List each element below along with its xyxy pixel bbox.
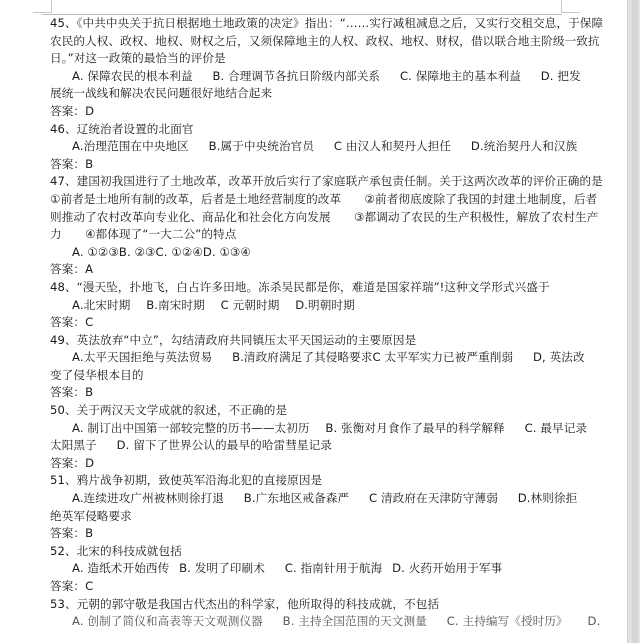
question-45	[50, 15, 604, 121]
question-52	[50, 543, 572, 596]
option-d: D.林则徐拒	[517, 491, 578, 506]
options-row	[50, 138, 578, 156]
options-row	[50, 490, 578, 508]
option-continuation: 展统一战线和解决农民问题很好地结合起来	[50, 86, 273, 101]
question-stem-line: 49、英法放弃“中立”，勾结清政府共同镇压太平天国运动的主要原因是	[50, 332, 417, 347]
answer-line: 答案：D	[50, 103, 95, 118]
answer-line: 答案：D	[50, 455, 95, 470]
answer-line: 答案：A	[50, 262, 94, 277]
option-b: B. ②③	[118, 244, 156, 259]
question-stem-line: 农民的人权、政权、地权、财权之后，又须保障地主的人权、政权、地权、财权，借以联合地主阶级一致抗	[50, 33, 600, 48]
question-stem-line: ①前者是土地所有制的改革，后者是土地经营制度的改革 ②前者彻底废除了我国的封建土地制度，后者	[50, 191, 598, 206]
option-d: D.统治契丹人和汉族	[470, 139, 578, 154]
option-c: C 太平军实力已被严重削弱	[372, 350, 514, 365]
option-d: D. 留下了世界公认的最早的哈雷彗星记录	[116, 438, 332, 453]
margin-corner-mark-left	[33, 0, 52, 13]
answer-line: 答案：B	[50, 526, 94, 541]
options-row	[50, 613, 601, 631]
options-row	[50, 244, 572, 262]
option-c: C 清政府在天津防守薄弱	[368, 491, 498, 506]
option-c: C. 指南针用于航海	[284, 561, 383, 576]
option-d: D. 火药开始用于军事	[392, 561, 503, 576]
option-a: A.太平天国拒绝与英法贸易	[72, 350, 213, 365]
option-b: B.广东地区戒备森严	[243, 491, 350, 506]
answer-line: 答案：B	[50, 385, 94, 400]
question-47	[50, 173, 603, 279]
option-continuation: 绝英军侵略要求	[50, 508, 132, 523]
option-a: A. 制订出中国第一部较完整的历书——太初历	[72, 420, 310, 435]
option-c: C 由汉人和契丹人担任	[333, 139, 452, 154]
option-d: D.	[587, 614, 601, 629]
question-stem-line: 50、关于两汉天文学成就的叙述，不正确的是	[50, 403, 288, 418]
option-a: A. ①②③	[72, 244, 119, 259]
option-d: D. 把发	[540, 68, 581, 83]
option-a: A.连续进攻广州被林则徐打退	[72, 491, 224, 506]
option-d: D.明朝时期	[295, 297, 355, 312]
option-d: D. ①③④	[202, 244, 251, 259]
option-c: C. 主持编写《授时历》	[446, 614, 568, 629]
question-stem-line: 力 ④都体现了“一大二公”的特点	[50, 227, 237, 242]
question-stem-line: 46、辽统治者设置的北面官	[50, 121, 194, 136]
answer-line: 答案：C	[50, 315, 94, 330]
question-stem-line: 则推动了农村改革向专业化、商品化和社会化方向发展 ③都调动了农民的生产积极性，解放了农村生产	[50, 209, 599, 224]
option-a: A. 保障农民的根本利益	[72, 68, 193, 83]
option-a: A.治理范围在中央地区	[72, 139, 189, 154]
option-a: A. 造纸术开始西传	[72, 561, 170, 576]
option-c: C. ①②④	[155, 244, 203, 259]
option-b: B. 合理调节各抗日阶级内部关系	[212, 68, 381, 83]
options-row	[50, 68, 581, 86]
margin-corner-mark-right	[561, 0, 580, 13]
question-53	[50, 596, 601, 631]
option-a: A. 创制了简仪和高表等天文观测仪器	[72, 614, 263, 629]
option-c: C. 最早记录	[524, 420, 588, 435]
question-stem-line: 日。”对这一政策的最恰当的评价是	[50, 51, 226, 66]
question-stem-line: 48、“漫天坠，扑地飞，白占许多田地。冻杀吴民都是你，难道是国家祥瑞”!这种文学形式兴盛于	[50, 279, 550, 294]
options-row	[50, 560, 572, 578]
option-b: B. 张衡对月食作了最早的科学解释	[325, 420, 505, 435]
option-a: A.北宋时期	[72, 297, 131, 312]
options-row	[50, 349, 585, 367]
question-stem-line: 53、元朝的郭守敬是我国古代杰出的科学家，他所取得的科技成就，不包括	[50, 596, 440, 611]
option-b: B.属于中央统治官员	[208, 139, 315, 154]
question-46	[50, 121, 578, 174]
options-row	[50, 420, 588, 438]
option-c: C 元朝时期	[220, 297, 280, 312]
document-body[interactable]	[50, 15, 604, 631]
options-row	[50, 297, 572, 315]
question-stem-line: 51、鸦片战争初期，致使英军沿海北犯的直接原因是	[50, 473, 323, 488]
question-51	[50, 472, 578, 542]
option-b: B. 主持全国范围的天文测量	[282, 614, 427, 629]
question-50	[50, 402, 588, 472]
vertical-scrollbar[interactable]	[627, 0, 640, 643]
answer-line: 答案：B	[50, 156, 94, 171]
question-stem-line: 52、北宋的科技成就包括	[50, 543, 182, 558]
option-d: D, 英法改	[532, 350, 585, 365]
question-stem-line: 45、《中共中央关于抗日根据地土地政策的决定》指出：“……实行减租减息之后，又实行交租交息，于保障	[50, 16, 604, 30]
answer-line: 答案：C	[50, 579, 94, 593]
question-49	[50, 332, 585, 402]
option-b: B.南宋时期	[146, 297, 205, 312]
question-48	[50, 279, 572, 332]
option-continuation: 太阳黑子 D. 留下了世界公认的最早的哈雷彗星记录	[50, 437, 572, 455]
option-b: B.清政府满足了其侵略要求	[232, 350, 373, 365]
option-continuation: 变了侵华根本目的	[50, 367, 144, 382]
option-b: B. 发明了印刷术	[179, 561, 265, 576]
option-c: C. 保障地主的基本利益	[399, 68, 521, 83]
scrollbar-thumb[interactable]	[632, 0, 638, 643]
question-stem-line: 47、建国初我国进行了土地改革，改革开放后实行了家庭联产承包责任制。关于这两次改革的评价正确的是	[50, 174, 603, 189]
